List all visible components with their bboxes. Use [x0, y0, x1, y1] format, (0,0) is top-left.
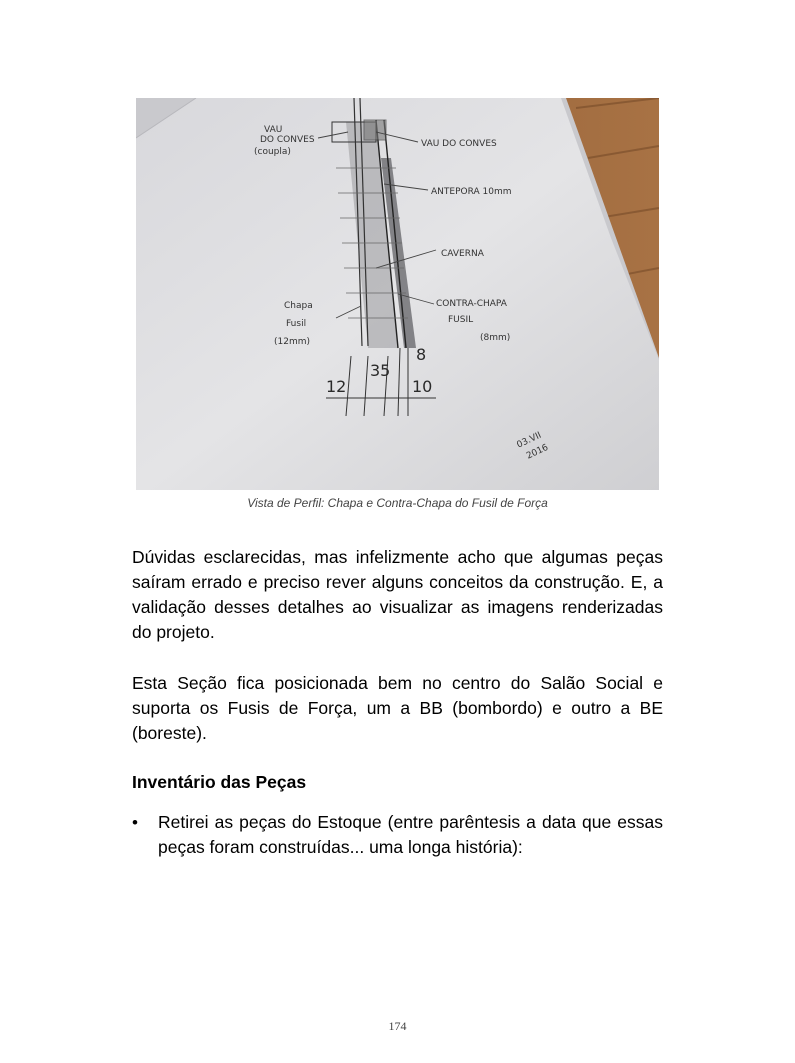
label-vau-coupled-3: (coupla): [254, 147, 291, 157]
label-vau-coupled-2: DO CONVES: [260, 135, 315, 145]
dim-8: 8: [416, 345, 427, 364]
label-antepara: ANTEPORA 10mm: [431, 187, 512, 197]
label-caverna: CAVERNA: [441, 249, 484, 259]
date-line-2: 2016: [525, 442, 550, 462]
page-number: 174: [388, 1019, 407, 1033]
label-contra-chapa-1: CONTRA-CHAPA: [436, 299, 507, 309]
dim-35: 35: [370, 361, 391, 380]
label-chapa-3: (12mm): [274, 337, 311, 347]
paragraph-1: Dúvidas esclarecidas, mas infelizmente acho que algumas peças saíram errado e preciso rever alguns conceitos da construção. E, a validação desses detalhes ao visualizar as imagens renderizadas do projeto.: [132, 547, 663, 642]
dim-10: 10: [412, 377, 433, 396]
label-contra-chapa-3: (8mm): [480, 333, 511, 343]
paragraph-2: Esta Seção fica posicionada bem no centro do Salão Social e suporta os Fusis de Força, um a BB (bombordo) e outro a BE (boreste).: [132, 673, 663, 743]
label-chapa-1: Chapa: [284, 301, 313, 311]
label-vau-conves: VAU DO CONVES: [421, 139, 497, 149]
date-line-1: 03.VII: [515, 430, 544, 451]
pencil-sketch-drawing: [136, 98, 659, 490]
figure-caption: Vista de Perfil: Chapa e Contra-Chapa do Fusil de Força: [247, 496, 548, 510]
sketch-photo: [136, 98, 659, 490]
label-chapa-2: Fusil: [286, 319, 307, 329]
bullet-icon: •: [132, 813, 138, 832]
dim-12: 12: [326, 377, 347, 396]
label-contra-chapa-2: FUSIL: [448, 315, 474, 325]
list-item-text: Retirei as peças do Estoque (entre parêntesis a data que essas peças foram construídas... uma longa história):: [158, 812, 663, 857]
label-vau-coupled-1: VAU: [264, 125, 283, 135]
section-heading: Inventário das Peças: [132, 772, 307, 792]
